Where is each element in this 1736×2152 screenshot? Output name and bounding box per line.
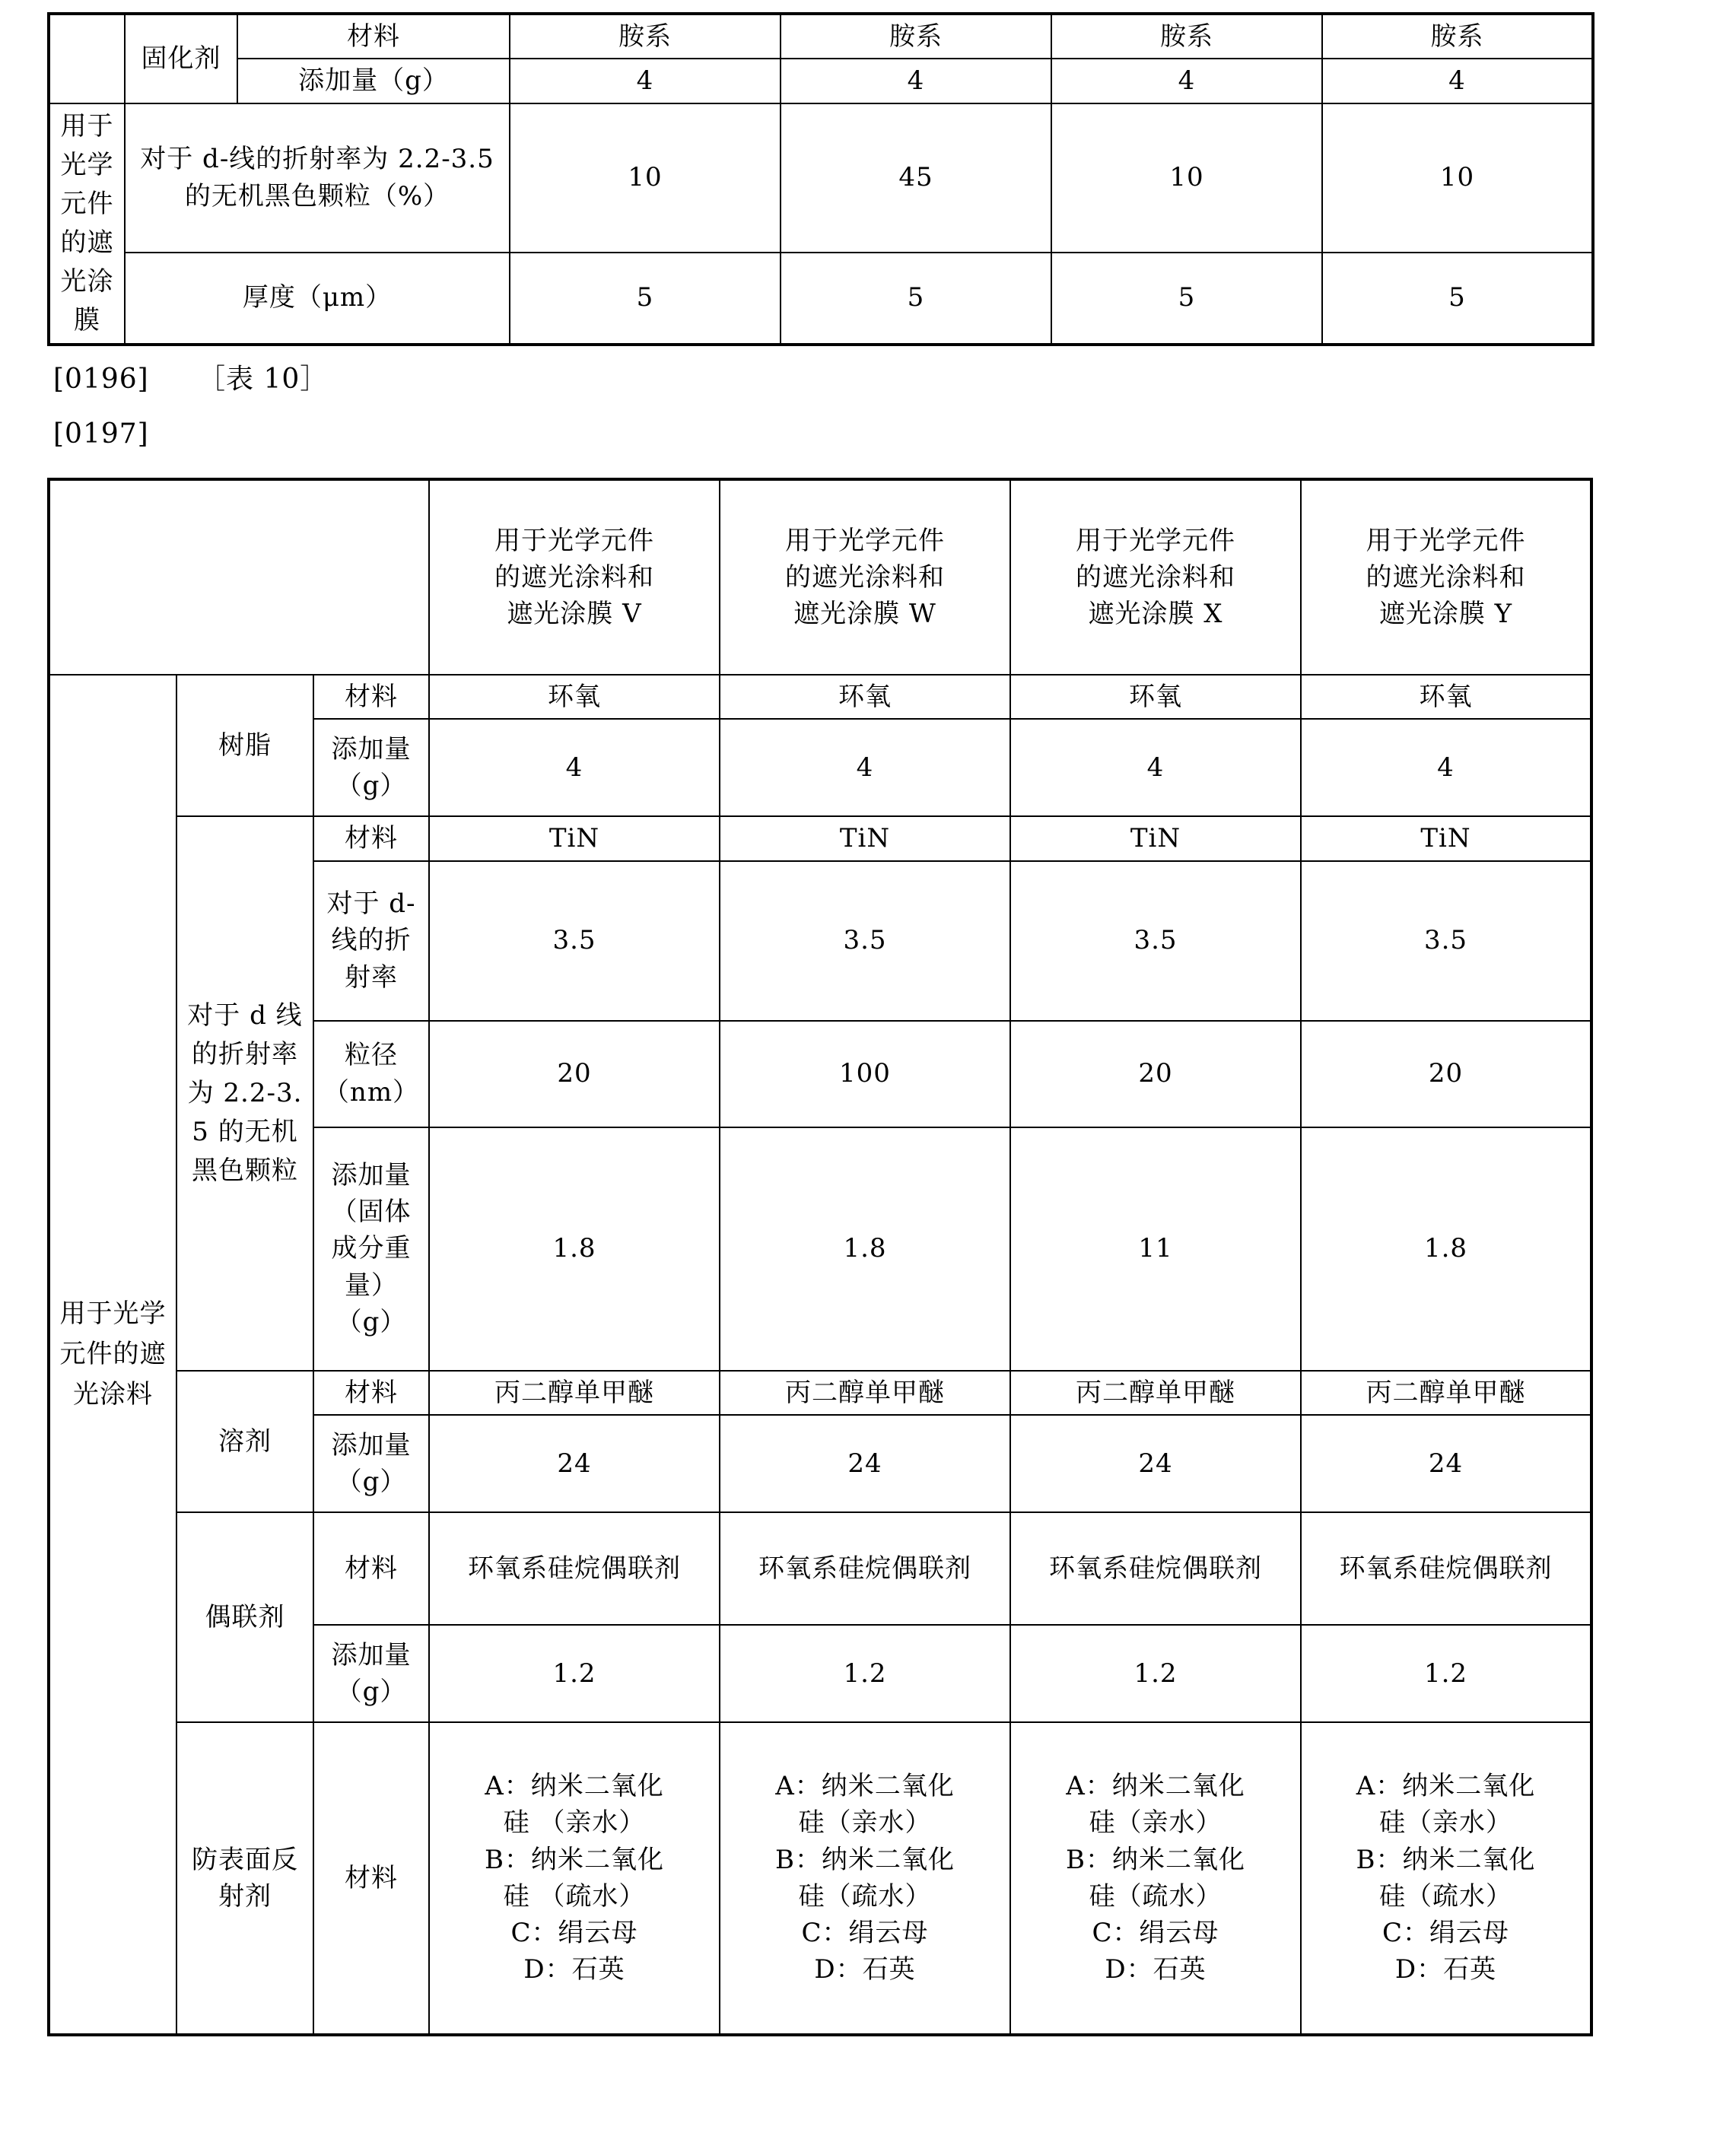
- cell-value-line: B：纳米二氧化: [775, 1844, 955, 1875]
- table-row: [49, 253, 1593, 345]
- cell-value: TiN: [720, 816, 1010, 860]
- cell-value: 24: [429, 1415, 720, 1512]
- cell-value-line: 硅（亲水）: [1089, 1807, 1223, 1839]
- cell-value: 胺系: [510, 14, 781, 59]
- row-group-label-solvent: 溶剂: [176, 1371, 313, 1512]
- row-group-label-antireflection-agent: [176, 1722, 313, 2035]
- cell-value: 胺系: [1322, 14, 1593, 59]
- column-header-line: 的遮光涂料和: [785, 561, 945, 593]
- row-label-material: 材料: [313, 1512, 429, 1625]
- empty-corner-cell: [49, 14, 125, 103]
- cell-value: 3.5: [429, 861, 720, 1021]
- row-label-line: 对于 d-: [326, 888, 416, 920]
- cell-value: 4: [1322, 59, 1593, 103]
- row-label-line: 添加量: [331, 1159, 412, 1190]
- row-label-line-1: 对于 d-线的折射率为 2.2-3.5: [140, 144, 494, 175]
- cell-value-line: D：石英: [1105, 1954, 1207, 1985]
- cell-value: 10: [1322, 103, 1593, 253]
- cell-value: 10: [1051, 103, 1322, 253]
- cell-value: 5: [1322, 253, 1593, 345]
- cell-value: 4: [1051, 59, 1322, 103]
- cell-value: 丙二醇单甲醚: [1010, 1371, 1301, 1415]
- cell-value-antireflection-x: [1010, 1722, 1301, 2035]
- row-label-line: 添加量: [331, 734, 412, 764]
- row-group-label-hardener: 固化剂: [125, 14, 237, 103]
- cell-value: 环氧系硅烷偶联剂: [429, 1512, 720, 1625]
- paragraph-marker-0196: [53, 358, 328, 396]
- cell-value: 100: [720, 1021, 1010, 1127]
- row-label-add-amount: [313, 1625, 429, 1722]
- cell-value-antireflection-w: [720, 1722, 1010, 2035]
- table-row: [49, 1512, 1591, 1625]
- paragraph-number: [0197]: [53, 418, 149, 450]
- cell-value-line: 硅（亲水）: [1379, 1807, 1512, 1839]
- table-row: [49, 14, 1593, 59]
- cell-value: TiN: [1010, 816, 1301, 860]
- cell-value: 丙二醇单甲醚: [1301, 1371, 1591, 1415]
- cell-value: 4: [1301, 719, 1591, 816]
- row-label-black-particles: [125, 103, 510, 253]
- row-label-thickness: 厚度（μm）: [125, 253, 510, 345]
- cell-value-line: D：石英: [523, 1954, 625, 1985]
- cell-value-line: A：纳米二氧化: [1356, 1771, 1536, 1801]
- cell-value-line: D：石英: [1394, 1954, 1497, 1985]
- cell-value: 24: [1301, 1415, 1591, 1512]
- row-group-label-coating-text: 用于光学元件的遮光涂料: [59, 1299, 167, 1410]
- cell-value: 5: [1051, 253, 1322, 345]
- cell-value: 丙二醇单甲醚: [429, 1371, 720, 1415]
- row-label-line: （g）: [335, 1306, 407, 1337]
- row-label-add-amount: [313, 719, 429, 816]
- cell-value: 24: [1010, 1415, 1301, 1512]
- row-group-label-antireflection-agent-text: 防表面反射剂: [192, 1844, 298, 1912]
- table-10: [47, 478, 1593, 2036]
- row-label-line: （g）: [335, 1676, 407, 1707]
- column-header-w: [720, 479, 1010, 675]
- cell-value: 4: [781, 59, 1051, 103]
- column-header-line: 用于光学元件: [1366, 525, 1526, 556]
- cell-value: 胺系: [781, 14, 1051, 59]
- row-label-line: 粒径: [345, 1040, 398, 1071]
- cell-value: 环氧系硅烷偶联剂: [720, 1512, 1010, 1625]
- cell-value: TiN: [429, 816, 720, 860]
- cell-value: 1.2: [720, 1625, 1010, 1722]
- cell-value: 20: [1010, 1021, 1301, 1127]
- table-10-container: [47, 478, 1591, 2036]
- cell-value: 环氧: [429, 675, 720, 719]
- row-label-add-amount: 添加量（g）: [237, 59, 510, 103]
- row-label-material: 材料: [313, 1371, 429, 1415]
- cell-value: 1.2: [429, 1625, 720, 1722]
- column-header-line: 的遮光涂料和: [1076, 561, 1235, 593]
- column-header-line: 遮光涂膜 V: [507, 599, 642, 630]
- cell-value-line: C：绢云母: [1092, 1918, 1219, 1949]
- cell-value: 3.5: [1301, 861, 1591, 1021]
- cell-value-antireflection-v: [429, 1722, 720, 2035]
- row-label-refractive-index: [313, 861, 429, 1021]
- cell-value-line: 硅（疏水）: [798, 1880, 932, 1912]
- cell-value-line: B：纳米二氧化: [1066, 1844, 1245, 1875]
- row-label-line: （g）: [335, 1466, 407, 1497]
- column-header-line: 遮光涂膜 W: [793, 599, 936, 630]
- cell-value: 环氧: [1010, 675, 1301, 719]
- row-label-particle-size: [313, 1021, 429, 1127]
- table-row: [49, 59, 1593, 103]
- cell-value: 4: [429, 719, 720, 816]
- row-label-material: 材料: [313, 1722, 429, 2035]
- cell-value: 5: [510, 253, 781, 345]
- row-group-label-coating: [49, 675, 176, 2035]
- cell-value: 丙二醇单甲醚: [720, 1371, 1010, 1415]
- row-label-line: 量）: [345, 1270, 398, 1301]
- row-label-add-amount-solid: [313, 1127, 429, 1371]
- table-row: [49, 1722, 1591, 2035]
- cell-value: 1.2: [1010, 1625, 1301, 1722]
- cell-value-line: 硅 （亲水）: [503, 1807, 646, 1839]
- cell-value-line: A：纳米二氧化: [485, 1771, 664, 1801]
- cell-value: 胺系: [1051, 14, 1322, 59]
- cell-value: 45: [781, 103, 1051, 253]
- cell-value: 3.5: [720, 861, 1010, 1021]
- cell-value: 环氧系硅烷偶联剂: [1010, 1512, 1301, 1625]
- cell-value: 3.5: [1010, 861, 1301, 1021]
- column-header-line: 用于光学元件: [1076, 525, 1235, 556]
- cell-value-line: B：纳米二氧化: [1356, 1844, 1536, 1875]
- column-header-v: [429, 479, 720, 675]
- cell-value-line: 硅（疏水）: [1379, 1880, 1512, 1912]
- row-label-material: 材料: [313, 675, 429, 719]
- cell-value-antireflection-y: [1301, 1722, 1591, 2035]
- table-continuation: [47, 12, 1595, 346]
- cell-value: 11: [1010, 1127, 1301, 1371]
- row-label-line: 射率: [345, 962, 398, 993]
- table-continuation-container: [47, 12, 1591, 346]
- table-row: [49, 675, 1591, 719]
- table-row: [49, 103, 1593, 253]
- cell-value-line: D：石英: [814, 1954, 916, 1985]
- row-group-label-film-text: 用于光学元件的遮光涂膜: [60, 110, 114, 335]
- cell-value: 1.8: [429, 1127, 720, 1371]
- cell-value: 20: [1301, 1021, 1591, 1127]
- cell-value: 1.8: [720, 1127, 1010, 1371]
- cell-value: 4: [720, 719, 1010, 816]
- table-header-row: [49, 479, 1591, 675]
- row-label-line: （nm）: [323, 1076, 420, 1108]
- paragraph-number: [0196]: [53, 364, 149, 395]
- cell-value: 环氧: [720, 675, 1010, 719]
- cell-value-line: C：绢云母: [1381, 1918, 1509, 1949]
- row-label-line-2: 的无机黑色颗粒（%）: [184, 180, 450, 211]
- row-group-label-film: [49, 103, 125, 345]
- column-header-line: 遮光涂膜 X: [1088, 599, 1223, 630]
- column-header-line: 用于光学元件: [785, 525, 945, 556]
- column-header-x: [1010, 479, 1301, 675]
- cell-value: 4: [510, 59, 781, 103]
- cell-value: 10: [510, 103, 781, 253]
- empty-corner-cell: [49, 479, 429, 675]
- row-label-line: （固体: [331, 1197, 412, 1228]
- row-label-line: 添加量: [331, 1639, 412, 1670]
- paragraph-marker-0197: [53, 418, 149, 450]
- cell-value-line: B：纳米二氧化: [485, 1844, 664, 1875]
- row-group-label-black-particles-text: 对于 d 线的折射率为 2.2-3.5 的无机黑色颗粒: [187, 1000, 303, 1186]
- row-label-line: 线的折: [331, 925, 412, 956]
- column-header-line: 的遮光涂料和: [1366, 561, 1526, 593]
- cell-value-line: 硅（亲水）: [798, 1807, 932, 1839]
- cell-value: 24: [720, 1415, 1010, 1512]
- column-header-line: 遮光涂膜 Y: [1378, 599, 1513, 630]
- cell-value-line: C：绢云母: [510, 1918, 638, 1949]
- table-row: [49, 1371, 1591, 1415]
- row-label-line: 成分重: [331, 1233, 412, 1264]
- cell-value: 1.2: [1301, 1625, 1591, 1722]
- cell-value: 20: [429, 1021, 720, 1127]
- row-group-label-coupling-agent: 偶联剂: [176, 1512, 313, 1722]
- column-header-line: 用于光学元件: [494, 525, 654, 556]
- row-label-line: 添加量: [331, 1429, 412, 1461]
- row-label-line: （g）: [335, 771, 407, 802]
- cell-value-line: 硅（疏水）: [1089, 1880, 1223, 1912]
- cell-value: 环氧系硅烷偶联剂: [1301, 1512, 1591, 1625]
- cell-value: 环氧: [1301, 675, 1591, 719]
- cell-value: 1.8: [1301, 1127, 1591, 1371]
- row-label-add-amount: [313, 1415, 429, 1512]
- table-row: [49, 816, 1591, 860]
- column-header-y: [1301, 479, 1591, 675]
- cell-value: 4: [1010, 719, 1301, 816]
- row-group-label-black-particles: [176, 816, 313, 1370]
- cell-value: TiN: [1301, 816, 1591, 860]
- row-group-label-resin: 树脂: [176, 675, 313, 816]
- cell-value-line: A：纳米二氧化: [775, 1771, 955, 1801]
- row-label-material: 材料: [313, 816, 429, 860]
- column-header-line: 的遮光涂料和: [494, 561, 654, 593]
- cell-value-line: 硅 （疏水）: [503, 1880, 646, 1912]
- cell-value-line: A：纳米二氧化: [1066, 1771, 1245, 1801]
- row-label-material: 材料: [237, 14, 510, 59]
- paragraph-text: ［表 10］: [198, 364, 329, 395]
- cell-value: 5: [781, 253, 1051, 345]
- cell-value-line: C：绢云母: [801, 1918, 929, 1949]
